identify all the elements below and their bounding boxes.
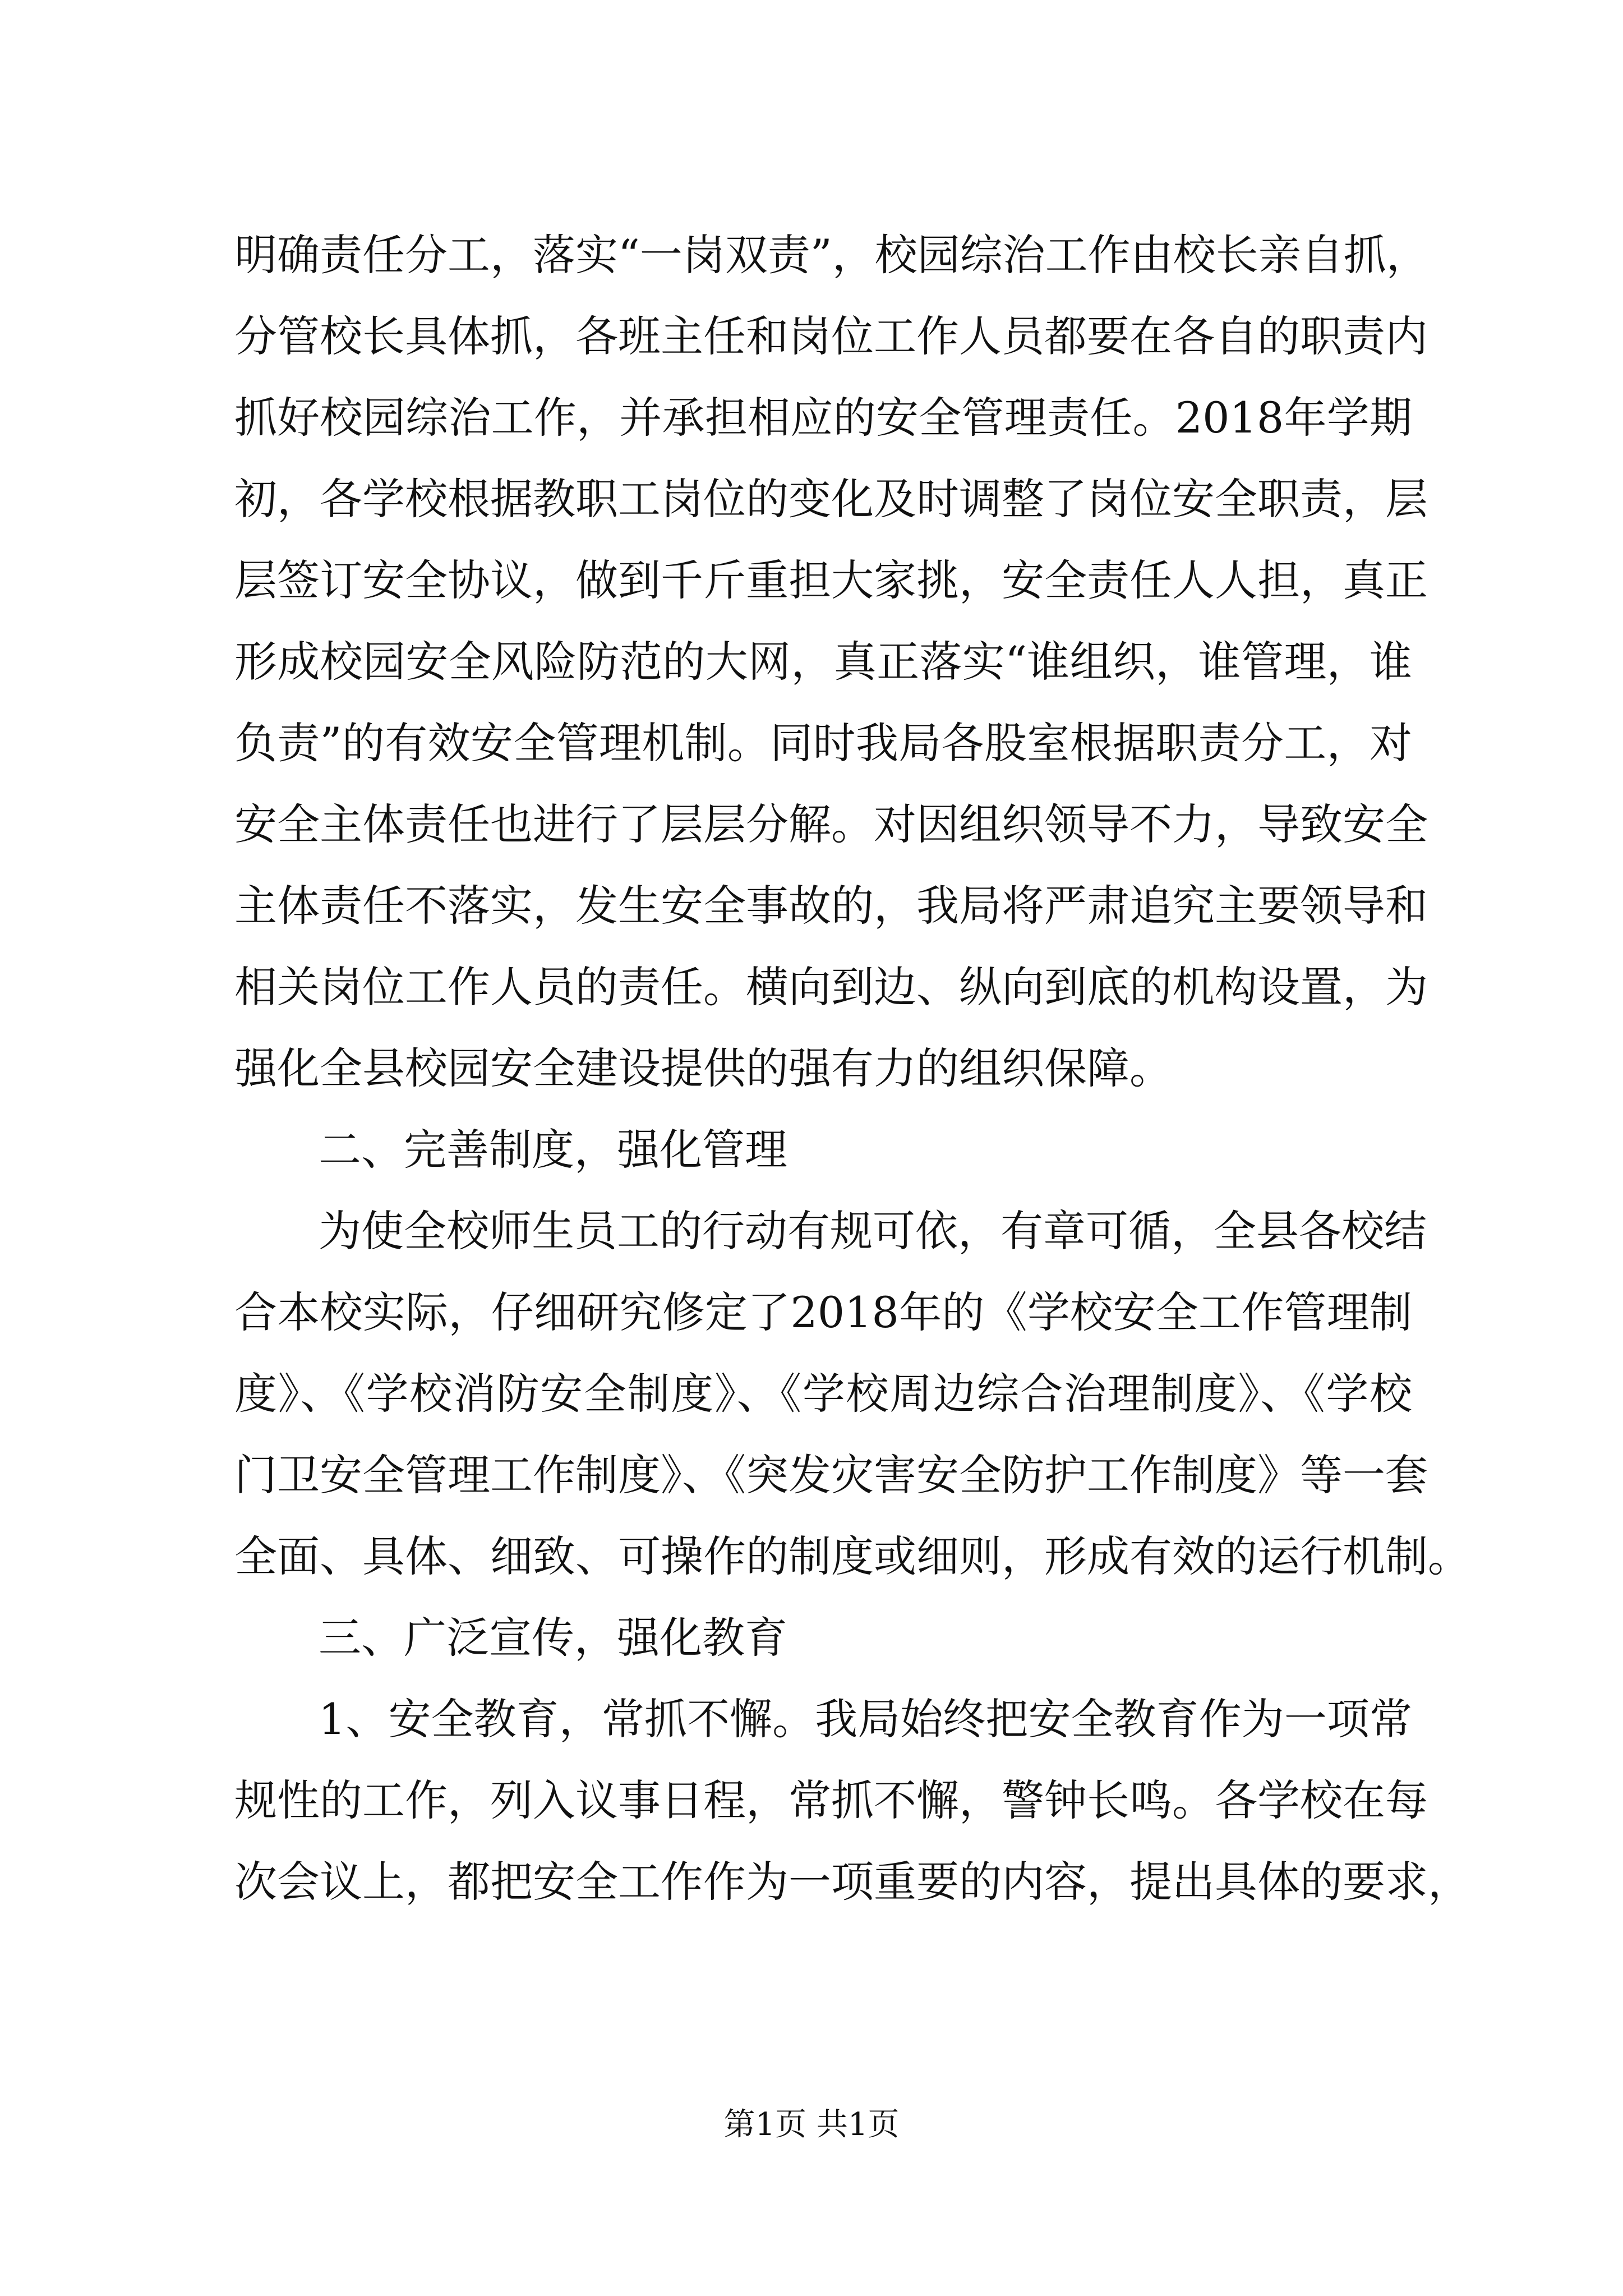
body-line: 规性的工作，列入议事日程，常抓不懈，警钟长鸣。各学校在每 [234,1775,1428,1825]
body-line: 主体责任不落实，发生安全事故的，我局将严肃追究主要领导和 [234,881,1428,931]
document-body [234,214,1470,1922]
body-line: 分管校长具体抓，各班主任和岗位工作人员都要在各自的职责内 [234,311,1428,361]
body-line: 1、安全教育，常抓不懈。我局始终把安全教育作为一项常 [319,1694,1412,1744]
body-line: 负责”的有效安全管理机制。同时我局各股室根据职责分工，对 [234,718,1412,768]
body-line: 抓好校园综治工作，并承担相应的安全管理责任。2018年学期 [234,393,1412,443]
body-line: 强化全县校园安全建设提供的强有力的组织保障。 [234,1043,1172,1093]
body-line: 度》、《学校消防安全制度》、《学校周边综合治理制度》、《学校 [234,1369,1412,1419]
body-line: 初，各学校根据教职工岗位的变化及时调整了岗位安全职责，层 [234,474,1428,524]
body-line: 全面、具体、细致、可操作的制度或细则，形成有效的运行机制。 [234,1531,1470,1581]
section-heading: 三、广泛宣传，强化教育 [319,1613,787,1663]
body-line: 明确责任分工，落实“一岗双责”，校园综治工作由校长亲自抓， [234,230,1429,280]
body-line: 为使全校师生员工的行动有规可依，有章可循，全县各校结 [319,1206,1427,1256]
body-line: 形成校园安全风险防范的大网，真正落实“谁组织，谁管理，谁 [234,637,1412,687]
page-number-footer: 第1页 共1页 [723,2106,900,2143]
body-line: 合本校实际，仔细研究修定了2018年的《学校安全工作管理制 [234,1287,1412,1337]
section-heading: 二、完善制度，强化管理 [319,1125,787,1175]
body-line: 层签订安全协议，做到千斤重担大家挑，安全责任人人担，真正 [234,555,1428,605]
body-line: 次会议上，都把安全工作作为一项重要的内容，提出具体的要求， [234,1857,1470,1907]
body-line: 相关岗位工作人员的责任。横向到边、纵向到底的机构设置，为 [234,962,1428,1012]
body-line: 安全主体责任也进行了层层分解。对因组织领导不力，导致安全 [234,799,1428,849]
body-line: 门卫安全管理工作制度》、《突发灾害安全防护工作制度》等一套 [234,1450,1428,1500]
